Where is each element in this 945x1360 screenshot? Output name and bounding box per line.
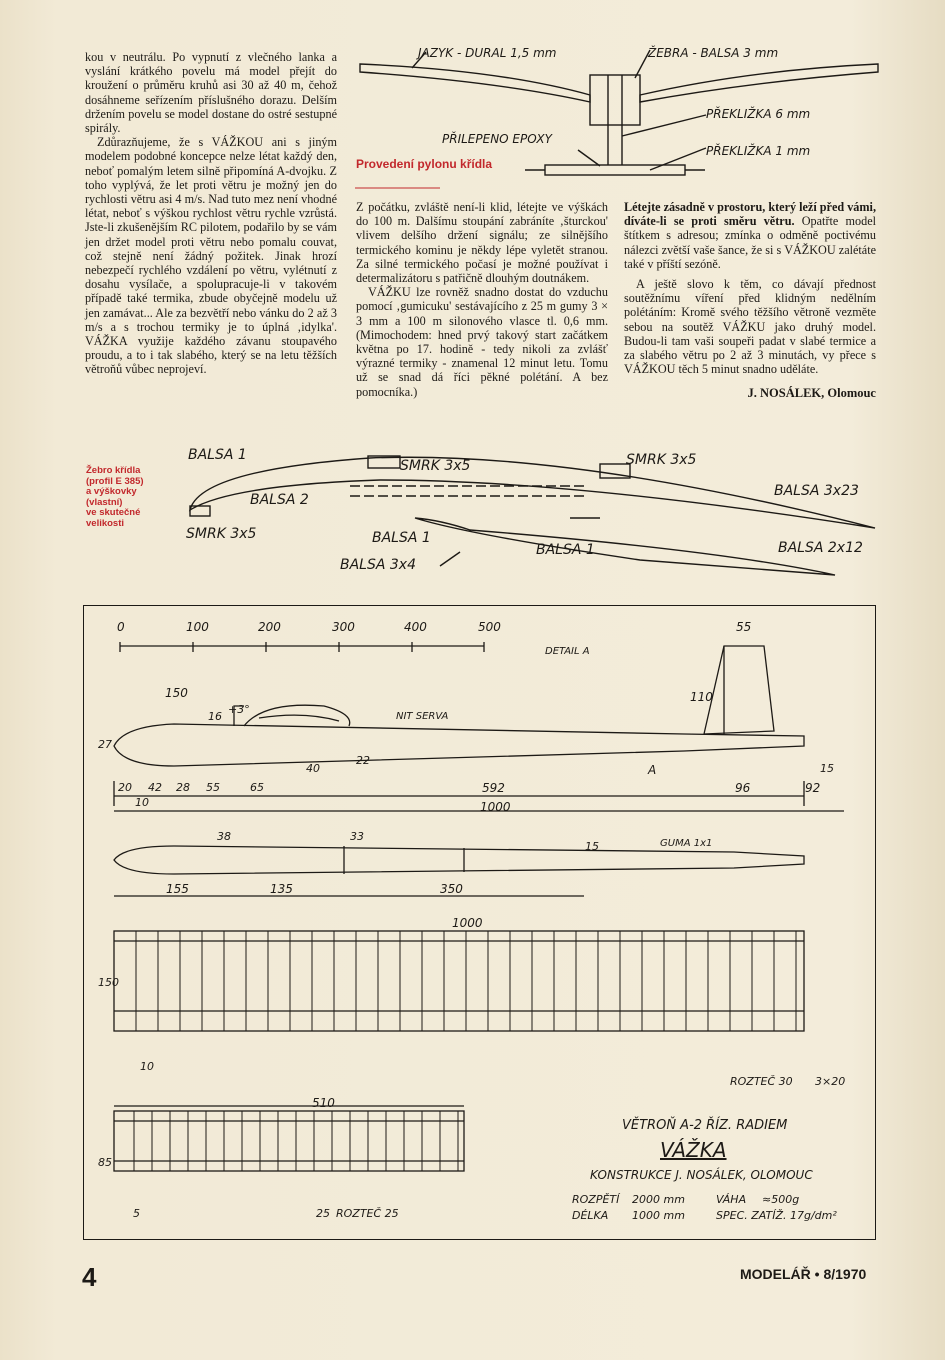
spec-value: 1000 mm [632, 1209, 685, 1222]
dim-label: 10 [135, 796, 149, 809]
text-column-1 [85, 50, 337, 377]
dim-label: GUMA 1x1 [660, 838, 713, 849]
dim-label: 10 [140, 1060, 154, 1073]
author: J. NOSÁLEK, Olomouc [747, 386, 876, 401]
rib-label: BALSA 1 [188, 447, 247, 463]
paragraph: Z počátku, zvláště není-li klid, létejte ve výškách do 100 m. Dalšímu stoupání zabráníte ‚šturckou' vlivem delšího držení signálu; ze silnějšího termického kominu je někdy lépe vyletět stranou. Za silné termického počasí je možné používat i determalizátoru s patřičně dlouhým doutnákem. [356, 200, 608, 286]
rib-label: SMRK 3x5 [400, 458, 471, 474]
paragraph: Zdůrazňujeme, že s VÁŽKOU ani s jiným modelem podobné koncepce nelze létat každý den, neboť pomalým letem silně připomíná A-dvojku. Z toho vyplývá, že let proti větru je možný jen do rychlosti větru asi 4 m/s. Nad tuto mez není vhodné létat, neboť s výškou rychlost větru rychle vzrůstá. Jste-li zkušenějším RC pilotem, podařilo by se vám jen držet model proti větru nebo pomalu couvat, což stejně není žádný požitek. Jinak hrozí nebezpečí rychlého vzdálení po větru, vylétnutí z dosahu vysílače, a spolupracuje-li v takovém případě také termika, zbude obyčejně modelu už jen zamávat... Ale za bezvětří nebo vánku do 2 až 3 m/s a s trochou termiky je to úplná ‚idylka'. VÁŽKA využije každého závanu stoupavého proudu, a to i tak slabého, který se na letu těžších větroňů vůbec neprojeví. [85, 135, 337, 377]
bold-lead: Létejte zásadně v prostoru, který leží před vámi, díváte-li se proti směru větru. [624, 200, 876, 229]
dim-label: 42 [148, 781, 162, 794]
rib-label: BALSA 1 [536, 542, 595, 558]
dim-label: 22 [356, 754, 370, 767]
spec-value: ≈500g [762, 1193, 800, 1206]
scale-label: 0 [117, 620, 125, 634]
dim-label: 150 [165, 686, 188, 700]
text-column-3 [624, 200, 876, 401]
rib-label: BALSA 2x12 [778, 540, 863, 556]
dim-label: 92 [805, 781, 821, 795]
spec-label: ROZPĚTÍ [572, 1193, 620, 1206]
dim-label: 38 [217, 830, 231, 843]
dim-label: 155 [166, 882, 189, 896]
rib-label: BALSA 1 [372, 530, 431, 546]
dim-label: 40 [306, 762, 320, 775]
pylon-label-preklizka6: PŘEKLIŽKA 6 mm [706, 107, 811, 121]
paragraph: Opatřte model štítkem s adresou; zmínka o odměně poctivému nálezci zvětší vaše šance, že si s VÁŽKOU zalétáte také v příští sezóně. [624, 214, 876, 271]
dim-label: 33 [350, 830, 364, 843]
paragraph: VÁŽKU lze rovněž snadno dostat do vzduchu pomocí ‚gumicuku' sestávajícího z 25 m gumy 3 × 3 mm a 100 m silonového vlasce tl. 0,6 mm. (Mimochodem: hned prvý takový start začátkem května po 17. hodině - tedy nikoli za zvlášť výrazné termiky - znamenal 12 minut letu. Tomu už se snad dá říci pěkné polétání. A bez pomocníka.) [356, 285, 608, 399]
page-number: 4 [82, 1262, 97, 1292]
rib-caption: Žebro křídla (profil E 385) a výškovky (vlastní) ve skutečné velikosti [86, 465, 144, 529]
dim-label: 15 [585, 840, 599, 853]
dim-label: 1000 [452, 916, 483, 930]
spec-label: VÁHA [716, 1193, 747, 1206]
scale-label: 300 [332, 620, 355, 634]
spec-value: 2000 mm [632, 1193, 685, 1206]
dim-label: 16 [208, 710, 222, 723]
dim-label: 65 [250, 781, 264, 794]
rib-label: BALSA 2 [250, 492, 309, 508]
rib-label: SMRK 3x5 [626, 452, 697, 468]
pylon-label-zebra: ŽEBRA - BALSA 3 mm [648, 46, 779, 60]
dim-label: 5 [133, 1207, 140, 1220]
dim-label: NIT SERVA [396, 711, 449, 722]
dim-label: 510 [312, 1096, 335, 1110]
dim-label: 85 [98, 1156, 112, 1169]
pylon-label-epoxy: PŘILEPENO EPOXY [442, 132, 552, 146]
dim-label: 55 [736, 620, 752, 634]
dim-label: ROZTEČ 25 [336, 1207, 399, 1220]
dim-label: 350 [440, 882, 463, 896]
dim-label: 15 [820, 762, 834, 775]
rib-label: BALSA 3x4 [340, 557, 416, 573]
spec-value: 17g/dm² [790, 1209, 837, 1222]
title-line-1: VĚTROŇ A-2 ŘÍZ. RADIEM [622, 1118, 788, 1133]
paragraph: A ještě slovo k těm, co dávají přednost soutěžnímu víření před klidným nedělním polétáním: Kromě svého těžšího větroně vezměte sebou na soutěž VÁŽKU jako druhý model. Budou-li tam vaši soupeři padat v slabé termice a za slabého větru po 2 až 3 minutách, vy přece s VÁŽKOU těch 5 minut snadno uděláte. [624, 277, 876, 377]
dim-label: 25 [316, 1207, 330, 1220]
scale-label: 400 [404, 620, 427, 634]
pylon-drawing [350, 40, 890, 190]
dim-label: 110 [690, 690, 713, 704]
dim-label: 96 [735, 781, 751, 795]
pylon-label-jazyk: JAZYK - DURAL 1,5 mm [418, 46, 557, 60]
dim-label: 592 [482, 781, 505, 795]
dim-label: 20 [118, 781, 132, 794]
scale-label: 100 [186, 620, 209, 634]
scale-label: 500 [478, 620, 501, 634]
rib-drawing [170, 440, 890, 590]
rib-label: BALSA 3x23 [774, 483, 859, 499]
dim-label: 135 [270, 882, 293, 896]
scale-label: 200 [258, 620, 281, 634]
paragraph: kou v neutrálu. Po vypnutí z vlečného lanka a vyslání krátkého povelu má model přejít do kroužení o průměru kruhů asi 30 až 40 m, čehož dosáhneme seřízením příslušného dorazu. Delším držením povelu se model dostane do ostré sestupné spirály. [85, 50, 337, 136]
rib-label: SMRK 3x5 [186, 526, 257, 542]
dim-label: 55 [206, 781, 220, 794]
dim-label: A [648, 763, 657, 777]
dim-label: 150 [98, 976, 119, 989]
dim-label: 3×20 [815, 1075, 846, 1088]
pylon-caption: Provedení pylonu křídla [356, 157, 493, 171]
spec-label: DÉLKA [572, 1209, 609, 1222]
title-line-3: KONSTRUKCE J. NOSÁLEK, OLOMOUC [590, 1168, 813, 1182]
dim-label: ROZTEČ 30 [730, 1075, 793, 1088]
dim-label: 28 [176, 781, 190, 794]
magazine-footer: MODELÁŘ • 8/1970 [740, 1266, 867, 1282]
dim-label: +3° [228, 703, 250, 716]
dim-label: 27 [98, 738, 112, 751]
pylon-label-preklizka1: PŘEKLIŽKA 1 mm [706, 144, 811, 158]
dim-label: DETAIL A [545, 646, 590, 657]
dim-label: 1000 [480, 800, 511, 814]
text-column-2 [356, 200, 608, 399]
model-name: VÁŽKA [660, 1138, 727, 1162]
spec-label: SPEC. ZATÍŽ. [716, 1209, 787, 1222]
